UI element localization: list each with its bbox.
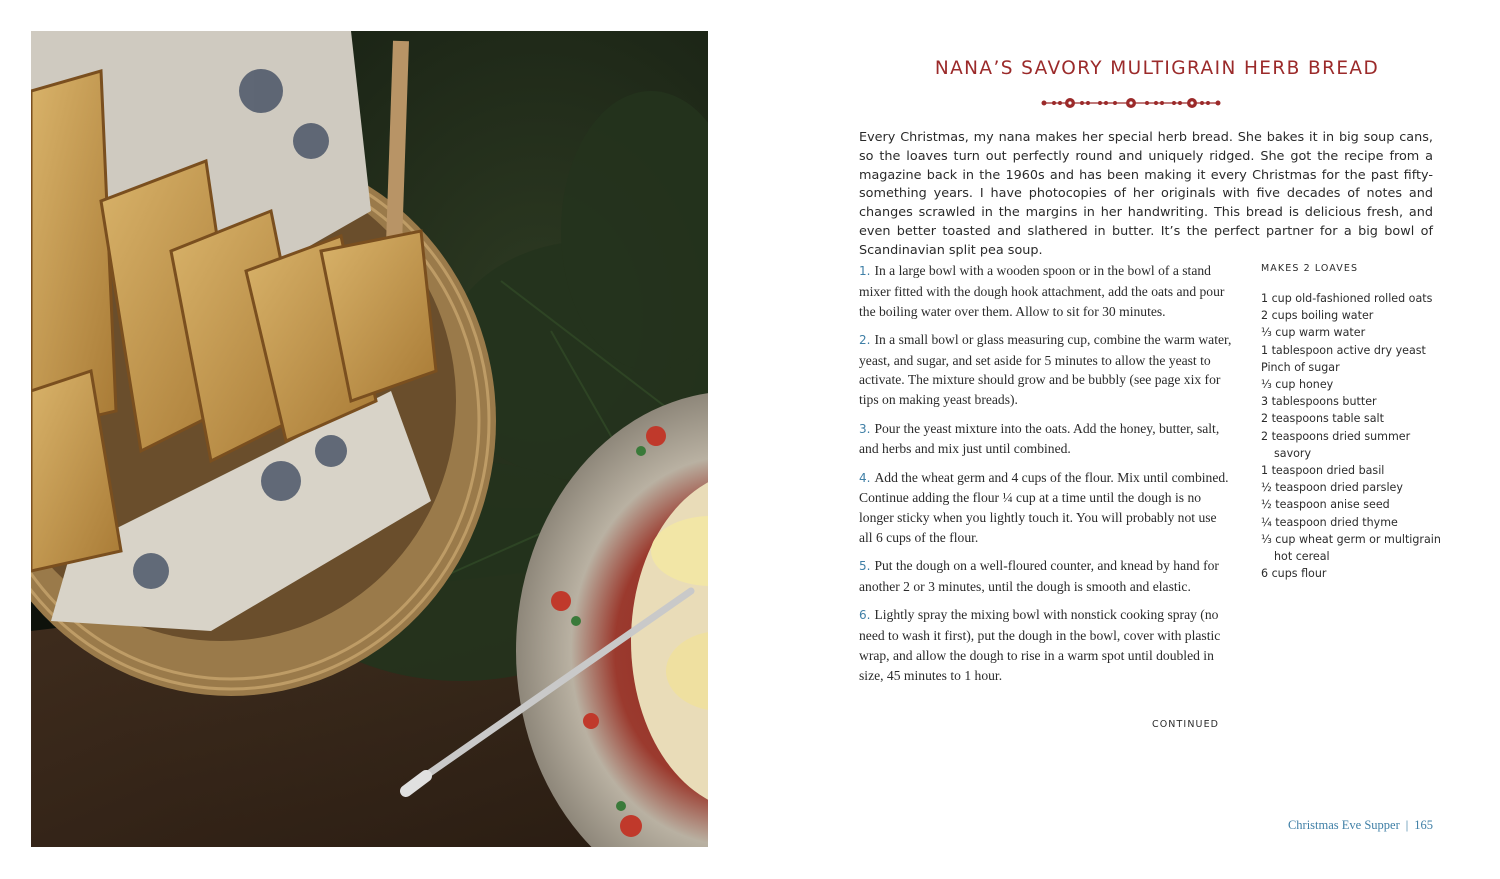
step-4 [859, 468, 1233, 548]
ingredient-item: 6 cups flour [1261, 567, 1327, 581]
recipe-yield: MAKES 2 LOAVES [1261, 263, 1359, 274]
ingredient-item: 3 tablespoons butter [1261, 395, 1377, 409]
ingredient-item: 2 teaspoons dried summer savory [1261, 429, 1411, 460]
bread-basket-photo [31, 31, 708, 847]
ingredient-item: 1 teaspoon dried basil [1261, 464, 1385, 478]
step-1 [859, 261, 1233, 321]
recipe-intro: Every Christmas, my nana makes her special herb bread. She bakes it in big soup cans, so the loaves turn out perfectly round and uniquely ridged. She got the recipe from a magazine back in the 1960s and has been making it every Christmas for the past fifty-something years. I have photocopies of her originals with five decades of notes and changes scrawled in the margins in her handwriting. This bread is delicious fresh, and even better toasted and slathered in butter. It’s the perfect partner for a big bowl of Scandinavian split pea soup. [859, 130, 1433, 258]
ingredient-item: ¼ teaspoon dried thyme [1261, 515, 1398, 529]
ingredient-item: ⅓ cup warm water [1261, 326, 1366, 340]
recipe-steps [859, 261, 1233, 694]
ingredient-item: 2 teaspoons table salt [1261, 412, 1384, 426]
step-number: 3. [859, 421, 871, 436]
ingredient-item: 2 cups boiling water [1261, 309, 1374, 323]
step-number: 1. [859, 264, 871, 278]
step-text: Pour the yeast mixture into the oats. Add the honey, butter, salt, and herbs and mix just until combined. [859, 420, 1220, 457]
ingredient-list [1261, 290, 1441, 582]
ingredient-item: 1 cup old-fashioned rolled oats [1261, 292, 1433, 305]
ingredient-item: Pinch of sugar [1261, 360, 1340, 374]
recipe-title: NANA’S SAVORY MULTIGRAIN HERB BREAD [934, 58, 1380, 79]
page-footer [1288, 818, 1433, 833]
footer-separator: | [1405, 818, 1409, 832]
step-number: 6. [859, 608, 871, 623]
step-text: Add the wheat germ and 4 cups of the flour. Mix until combined. Continue adding the flour ¼ cup at a time until the dough is no longer sticky when you lightly touch it. You will probably not use all 6 cups of the flour. [859, 469, 1229, 546]
ingredient-item: ⅓ cup wheat germ or multigrain hot cereal [1261, 532, 1441, 564]
step-text: Lightly spray the mixing bowl with nonstick cooking spray (no need to wash it first), put the dough in the bowl, cover with plastic wrap, and allow the dough to rise in a warm spot until doubled in size, 45 minutes to 1 hour. [859, 607, 1221, 683]
step-6 [859, 605, 1233, 685]
decorative-divider-ornament [1040, 96, 1222, 110]
step-text: Put the dough on a well-floured counter, and knead by hand for another 2 or 3 minutes, until the dough is smooth and elastic. [859, 558, 1219, 595]
step-number: 4. [859, 470, 871, 485]
ingredient-item: ⅓ cup honey [1261, 378, 1334, 392]
step-5 [859, 556, 1233, 597]
step-text: In a large bowl with a wooden spoon or in the bowl of a stand mixer fitted with the dough hook attachment, add the oats and pour the boiling water over them. Allow to sit for 30 minutes. [859, 263, 1225, 319]
ingredient-item: 1 tablespoon active dry yeast [1261, 343, 1426, 357]
page-number: 165 [1414, 818, 1433, 832]
step-number: 2. [859, 332, 871, 347]
section-name: Christmas Eve Supper [1287, 818, 1400, 832]
step-number: 5. [859, 559, 871, 574]
step-text: In a small bowl or glass measuring cup, combine the warm water, yeast, and sugar, and set aside for 5 minutes to allow the yeast to activate. The mixture should grow and be bubbly (see page xix for tips on making yeast breads). [859, 331, 1232, 408]
step-2 [859, 330, 1233, 410]
photo-illustration [31, 31, 708, 847]
ingredient-item: ½ teaspoon anise seed [1261, 498, 1390, 512]
ingredient-item: ½ teaspoon dried parsley [1261, 481, 1403, 495]
continued-label: CONTINUED [1152, 719, 1220, 730]
step-3 [859, 419, 1233, 460]
